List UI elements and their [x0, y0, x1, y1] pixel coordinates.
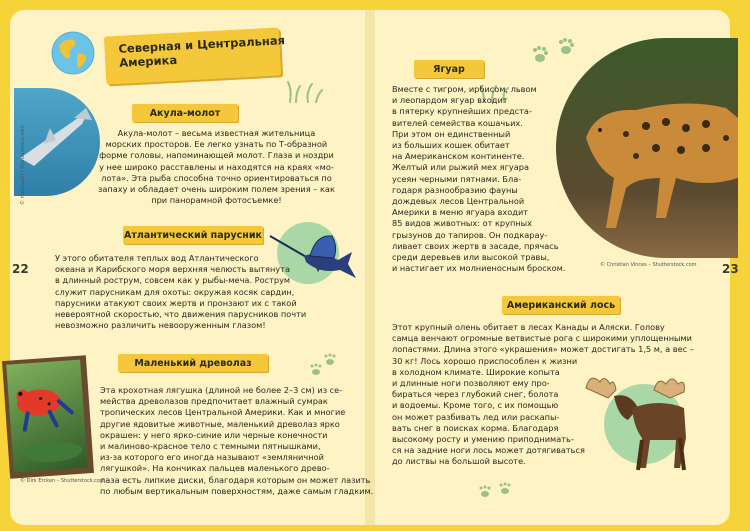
- shark-heading: Акула-молот: [132, 104, 238, 122]
- grass-icon: [286, 78, 326, 106]
- shark-text: Акула-молот – весьма известная жительница морских просторов. Ее легко узнать по Т-образной форме головы, напоминающей молот. Глаза и ноздри у нее широко расставлены и находятся на краях «мо- лота». Эта рыба способна точно ориентироваться по запаху и обладает очень широким полем зрения – как при панорамной фотосъемке!: [98, 128, 335, 206]
- frog-photo-credit: © Dirk Ercken – Shutterstock.com: [20, 478, 105, 484]
- moose-text: Этот крупный олень обитает в лесах Канады и Аляски. Голову самца венчают огромные ветвистые рога с широкими уплощенными лопастями. Длина этого «украшения» может достигать 1,5 м, а вес – 30 кг! Лось хорошо приспособлен к жизни в холодном климате. Широкие копыта и длинные ноги позволяют ему про- бираться через глубокий снег, болота и водоемы. Кроме того, с их помощью он может разбивать лед или раскапы- вать снег в поисках корма. Благодаря высокому росту и умению приподнимать- ся на задние ноги лось может дотягиваться до листвы на большой высоте.: [392, 322, 694, 467]
- page-number-right: 23: [722, 262, 739, 276]
- frog-text: Эта крохотная лягушка (длиной не более 2–3 см) из се- мейства древолазов предпочитает влажный сумрак тропических лесов Центральной Америки. Как и многие другие ядовитые животные, маленький древолаз ярко окрашен: у него ярко-синие или черные конечности и малиново-красное тело с темными пятнышками, из-за которого его иногда называют «земляничной лягушкой». На кончиках пальцев маленького древо- лаза есть липкие диски, благодаря которым он может лазить по любым вертикальным поверхностям, даже самым гладким.: [100, 385, 374, 496]
- paw-print-icon: [308, 352, 338, 380]
- moose-heading: Американский лось: [502, 296, 620, 314]
- jaguar-photo-credit: © Christian Vinces – Shutterstock.com: [600, 262, 697, 268]
- sailfish-text: У этого обитателя теплых вод Атлантического океана и Карибского моря верхняя челюсть вытянута в длинный рострум, совсем как у рыбы-меча. Рострум служит парусникам для охоты: окружая косяк сардин, парусники атакуют своих жертв и пронзают их с такой невероятной скоростью, что движения парусников почти невозможно различить невооруженным глазом!: [55, 253, 307, 331]
- frog-heading: Маленький древолаз: [118, 354, 268, 372]
- paw-print-icon: [476, 478, 516, 500]
- jaguar-text: Вместе с тигром, ирбисом, львом и леопардом ягуар входит в пятерку крупнейших предста- вителей семейства кошачьих. При этом он единственный из больших кошек обитает на Американском континенте. Желтый или рыжий мех ягуара усеян черными пятнами. Бла- годаря разнообразию фауны дождевых лесов Центральной Америки в меню ягуара входит 85 видов животных: от крупных грызунов до тапиров. Он подкарау- ливает своих жертв в засаде, прячась среди деревьев или высокой травы, и настигает их молниеносным броском.: [392, 84, 566, 274]
- moose-illustration: [580, 368, 700, 478]
- page-number-left: 22: [12, 262, 29, 276]
- frog-image: [2, 355, 94, 479]
- jaguar-heading: Ягуар: [414, 60, 484, 78]
- shark-photo-credit: © mattiaath / Shutterstock.com: [20, 124, 26, 205]
- globe-icon: [50, 30, 96, 76]
- paw-print-icon: [530, 38, 580, 68]
- section-title-banner: [104, 27, 286, 84]
- sailfish-heading: Атлантический парусник: [123, 226, 263, 244]
- page-title: Северная и Центральная Америка: [118, 33, 286, 70]
